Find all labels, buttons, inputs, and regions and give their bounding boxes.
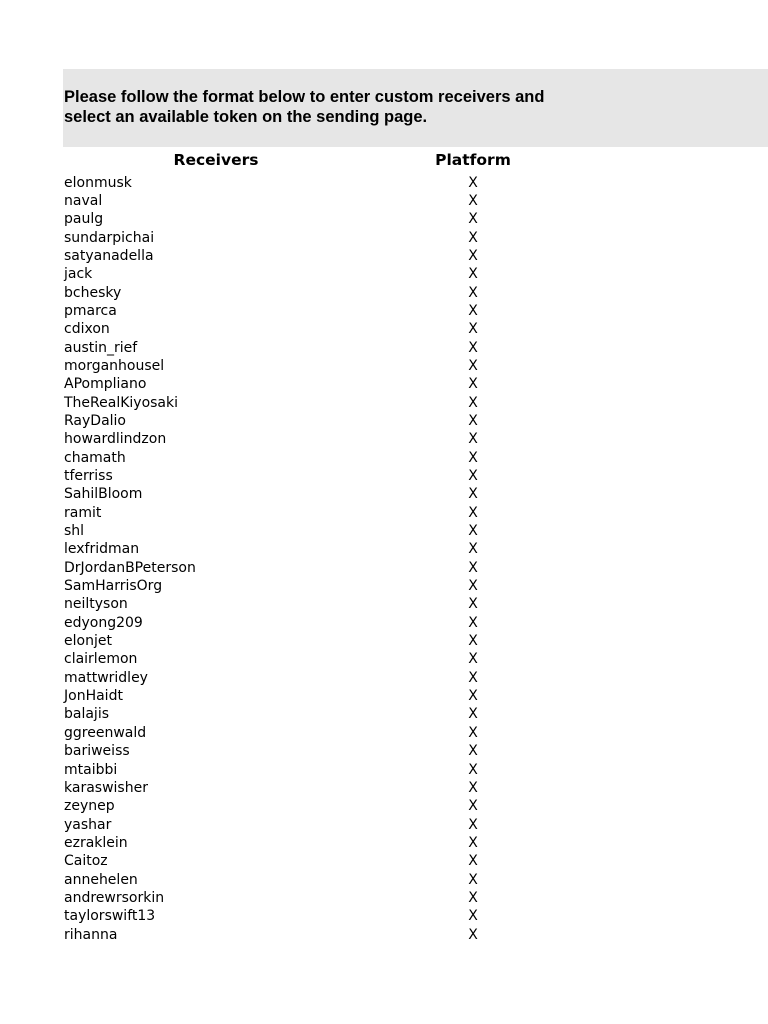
receiver-cell: sundarpichai (64, 229, 155, 246)
receiver-cell: yashar (64, 816, 112, 833)
receiver-cell: JonHaidt (64, 688, 123, 705)
platform-cell: X (468, 926, 478, 943)
table-row (64, 871, 584, 889)
receiver-cell: paulg (64, 211, 104, 228)
table-row (64, 540, 584, 558)
receiver-cell: APompliano (64, 376, 147, 393)
receiver-cell: SamHarrisOrg (64, 578, 163, 595)
platform-cell: X (468, 706, 478, 723)
table-row (64, 926, 584, 944)
receiver-cell: howardlindzon (64, 431, 167, 448)
platform-cell: X (468, 596, 478, 613)
platform-cell: X (468, 871, 478, 888)
receiver-cell: edyong209 (64, 614, 143, 631)
receiver-cell: rihanna (64, 926, 118, 943)
instruction-banner (63, 69, 768, 147)
receiver-cell: morganhousel (64, 357, 165, 374)
receiver-cell: pmarca (64, 302, 117, 319)
table-row (64, 504, 584, 522)
receiver-cell: elonmusk (64, 174, 132, 191)
platform-cell: X (468, 633, 478, 650)
receiver-cell: naval (64, 192, 103, 209)
table-row (64, 632, 584, 650)
receiver-cell: ezraklein (64, 834, 128, 851)
table-row (64, 889, 584, 907)
platform-cell: X (468, 266, 478, 283)
table-row (64, 229, 584, 247)
platform-cell: X (468, 651, 478, 668)
table-row (64, 724, 584, 742)
platform-cell: X (468, 889, 478, 906)
platform-cell: X (468, 743, 478, 760)
platform-cell: X (468, 541, 478, 558)
table-row (64, 375, 584, 393)
table-row (64, 669, 584, 687)
receivers-table-body (64, 174, 584, 944)
table-row (64, 357, 584, 375)
receiver-cell: ramit (64, 504, 102, 521)
platform-cell: X (468, 486, 478, 503)
table-row (64, 284, 584, 302)
receiver-cell: andrewrsorkin (64, 889, 165, 906)
platform-cell: X (468, 908, 478, 925)
platform-cell: X (468, 688, 478, 705)
receiver-cell: SahilBloom (64, 486, 143, 503)
receiver-cell: jack (64, 266, 93, 283)
platform-cell: X (468, 468, 478, 484)
platform-cell: X (468, 559, 478, 576)
table-row (64, 485, 584, 503)
platform-cell: X (468, 816, 478, 833)
table-row (64, 779, 584, 797)
table-row (64, 614, 584, 632)
platform-cell: X (468, 284, 478, 301)
receiver-cell: balajis (64, 706, 110, 723)
platform-cell: X (468, 761, 478, 778)
table-row (64, 247, 584, 265)
platform-cell: X (468, 834, 478, 851)
table-row (64, 449, 584, 467)
table-row (64, 650, 584, 668)
table-row (64, 522, 584, 540)
platform-cell: X (468, 431, 478, 448)
platform-cell: X (468, 798, 478, 815)
platform-cell: X (468, 302, 478, 319)
platform-cell: X (468, 412, 478, 429)
table-row (64, 302, 584, 320)
platform-cell: X (468, 853, 478, 870)
platform-cell: X (468, 669, 478, 686)
table-row (64, 467, 584, 485)
receiver-cell: annehelen (64, 871, 138, 888)
platform-cell: X (468, 192, 478, 209)
receiver-cell: austin_rief (64, 339, 138, 356)
platform-cell: X (468, 376, 478, 393)
receiver-cell: RayDalio (64, 412, 126, 429)
platform-cell: X (468, 504, 478, 521)
receiver-cell: TheRealKiyosaki (64, 394, 179, 411)
instruction-line-2: select an available token on the sending page. (64, 107, 428, 126)
receiver-cell: shl (64, 523, 85, 540)
platform-cell: X (468, 229, 478, 246)
table-row (64, 742, 584, 760)
table-row (64, 834, 584, 852)
table-row (64, 797, 584, 815)
receiver-cell: zeynep (64, 798, 115, 815)
table-row (64, 595, 584, 613)
receiver-cell: ggreenwald (64, 724, 147, 741)
table-row (64, 687, 584, 705)
receiver-cell: mattwridley (64, 669, 148, 686)
receiver-cell: bariweiss (64, 743, 130, 760)
table-row (64, 394, 584, 412)
receiver-cell: karaswisher (64, 779, 148, 796)
platform-cell: X (468, 174, 478, 191)
table-row (64, 577, 584, 595)
table-row (64, 192, 584, 210)
table-row (64, 852, 584, 870)
table-row (64, 907, 584, 925)
platform-cell: X (468, 614, 478, 631)
table-row (64, 761, 584, 779)
platform-column-header: Platform (435, 151, 511, 169)
receiver-cell: cdixon (64, 321, 110, 338)
instruction-line-1: Please follow the format below to enter custom receivers and (64, 88, 545, 106)
receivers-column-header: Receivers (173, 151, 259, 169)
table-row (64, 174, 584, 192)
receiver-cell: mtaibbi (64, 761, 118, 778)
platform-cell: X (468, 449, 478, 466)
receiver-cell: DrJordanBPeterson (64, 559, 196, 576)
platform-cell: X (468, 247, 478, 264)
platform-cell: X (468, 339, 478, 356)
table-row (64, 412, 584, 430)
table-row (64, 559, 584, 577)
platform-cell: X (468, 211, 478, 228)
table-row (64, 705, 584, 723)
receiver-cell: chamath (64, 449, 126, 466)
table-row (64, 265, 584, 283)
platform-cell: X (468, 523, 478, 540)
table-row (64, 320, 584, 338)
platform-cell: X (468, 724, 478, 741)
table-row (64, 816, 584, 834)
receiver-cell: tferriss (64, 468, 113, 484)
receiver-cell: taylorswift13 (64, 908, 156, 925)
platform-cell: X (468, 321, 478, 338)
table-row (64, 210, 584, 228)
table-row (64, 430, 584, 448)
receiver-cell: satyanadella (64, 247, 154, 264)
receiver-cell: lexfridman (64, 541, 140, 558)
platform-cell: X (468, 779, 478, 796)
receiver-cell: Caitoz (64, 853, 108, 870)
receiver-cell: bchesky (64, 284, 122, 301)
receiver-cell: elonjet (64, 633, 112, 650)
platform-cell: X (468, 357, 478, 374)
table-row (64, 339, 584, 357)
platform-cell: X (468, 578, 478, 595)
receiver-cell: clairlemon (64, 651, 138, 668)
receiver-cell: neiltyson (64, 596, 128, 613)
platform-cell: X (468, 394, 478, 411)
